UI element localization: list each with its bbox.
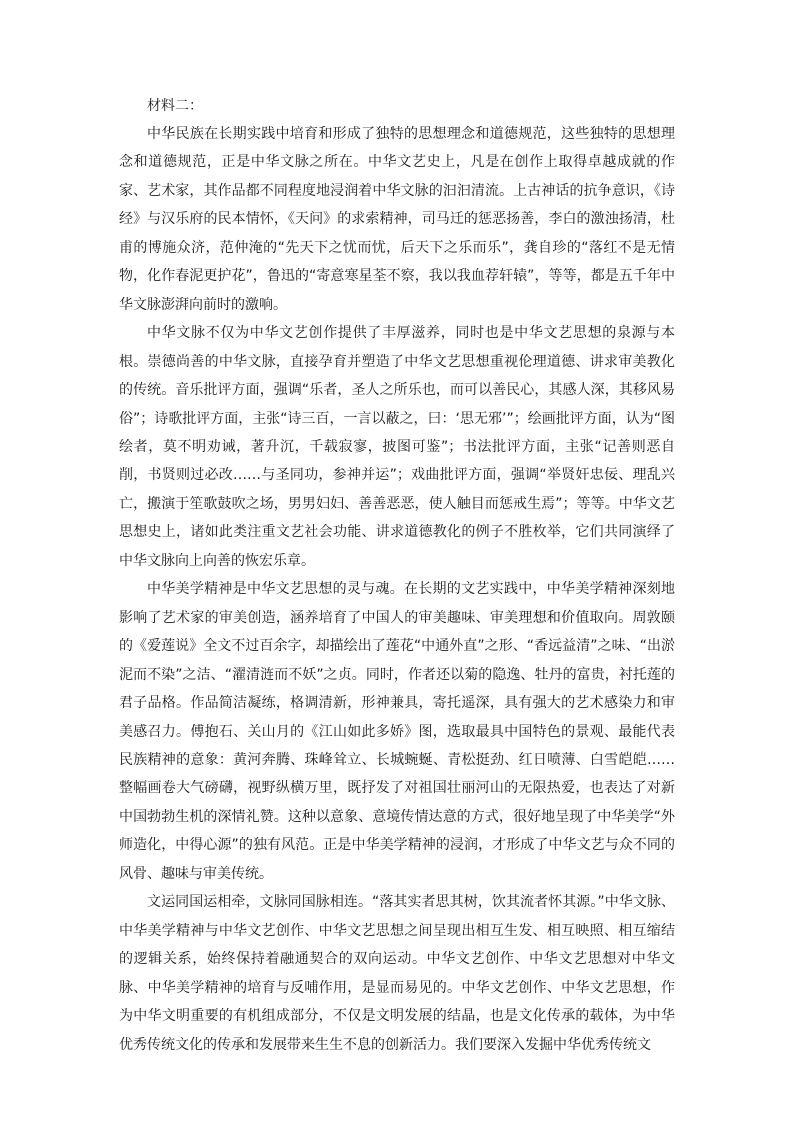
paragraph-2: 中华文脉不仅为中华文艺创作提供了丰厚滋养，同时也是中华文艺思想的泉源与本根。崇德尚善的中华文脉，直接孕育并塑造了中华文艺思想重视伦理道德、讲求审美教化的传统。音乐批评方面，强调“乐者，圣人之所乐也，而可以善民心，其感人深，其移风易俗”；诗歌批评方面，主张“诗三百，一言以蔽之，曰：‘思无邪’”；绘画批评方面，认为“图绘者，莫不明劝诫，著升沉，千载寂寥，披图可鉴”；书法批评方面，主张“记善则恶自削，书贤则过必改……与圣同功，参神并运”；戏曲批评方面，强调“举贤奸忠佞、理乱兴亡，搬演于笙歌鼓吹之场，男男妇妇、善善恶恶，使人触目而惩戒生焉”；等等。中华文艺思想史上，诸如此类注重文艺社会功能、讲求道德教化的例子不胜枚举，它们共同演绎了中华文脉向上向善的恢宏乐章。 [119, 325, 675, 569]
paragraph-4: 文运同国运相牵，文脉同国脉相连。“落其实者思其树，饮其流者怀其源。”中华文脉、中华美学精神与中华文艺创作、中华文艺思想之间呈现出相互生发、相互映照、相互缩结的逻辑关系，始终保持着融通契合的双向运动。中华文艺创作、中华文艺思想对中华文脉、中华美学精神的培育与反哺作用，是显而易见的。中华文艺创作、中华文艺思想，作为中华文明重要的有机组成部分，不仅是文明发展的结晶，也是文化传承的载体，为中华优秀传统文化的传承和发展带来生生不息的创新活力。我们要深入发掘中华优秀传统文 [119, 894, 675, 1053]
paragraph-3: 中华美学精神是中华文艺思想的灵与魂。在长期的文艺实践中，中华美学精神深刻地影响了艺术家的审美创造，涵养培育了中国人的审美趣味、审美理想和价值取向。周敦颐的《爱莲说》全文不过百余字，却描绘出了莲花“中通外直”之形、“香远益清”之味、“出淤泥而不染”之洁、“濯清涟而不妖”之贞。同时，作者还以菊的隐逸、牡丹的富贵，衬托莲的君子品格。作品简洁凝练，格调清新，形神兼具，寄托遥深，具有强大的艺术感染力和审美感召力。傅抱石、关山月的《江山如此多娇》图，选取最具中国特色的景观、最能代表民族精神的意象：黄河奔腾、珠峰耸立、长城蜿蜒、青松挺劲、红日喷薄、白雪皑皑……整幅画卷大气磅礴，视野纵横万里，既抒发了对祖国壮丽河山的无限热爱，也表达了对新中国勃勃生机的深情礼赞。这种以意象、意境传情达意的方式，很好地呈现了中华美学“外师造化，中得心源”的独有风范。正是中华美学精神的浸润，才形成了中华文艺与众不同的风骨、趣味与审美传统。 [119, 581, 675, 882]
document-page [119, 92, 675, 1059]
section-heading: 材料二： [147, 98, 203, 114]
paragraph-1: 中华民族在长期实践中培育和形成了独特的思想理念和道德规范，这些独特的思想理念和道德规范，正是中华文脉之所在。中华文艺史上，凡是在创作上取得卓越成就的作家、艺术家，其作品都不同程度地浸润着中华文脉的汩汩清流。上古神话的抗争意识，《诗经》与汉乐府的民本情怀，《天问》的求索精神，司马迁的惩恶扬善，李白的激浊扬清，杜甫的博施众济，范仲淹的“先天下之忧而忧，后天下之乐而乐”，龚自珍的“落红不是无情物，化作春泥更护花”，鲁迅的“寄意寒星荃不察，我以我血荐轩辕”，等等，都是五千年中华文脉澎湃向前时的激响。 [119, 126, 675, 313]
